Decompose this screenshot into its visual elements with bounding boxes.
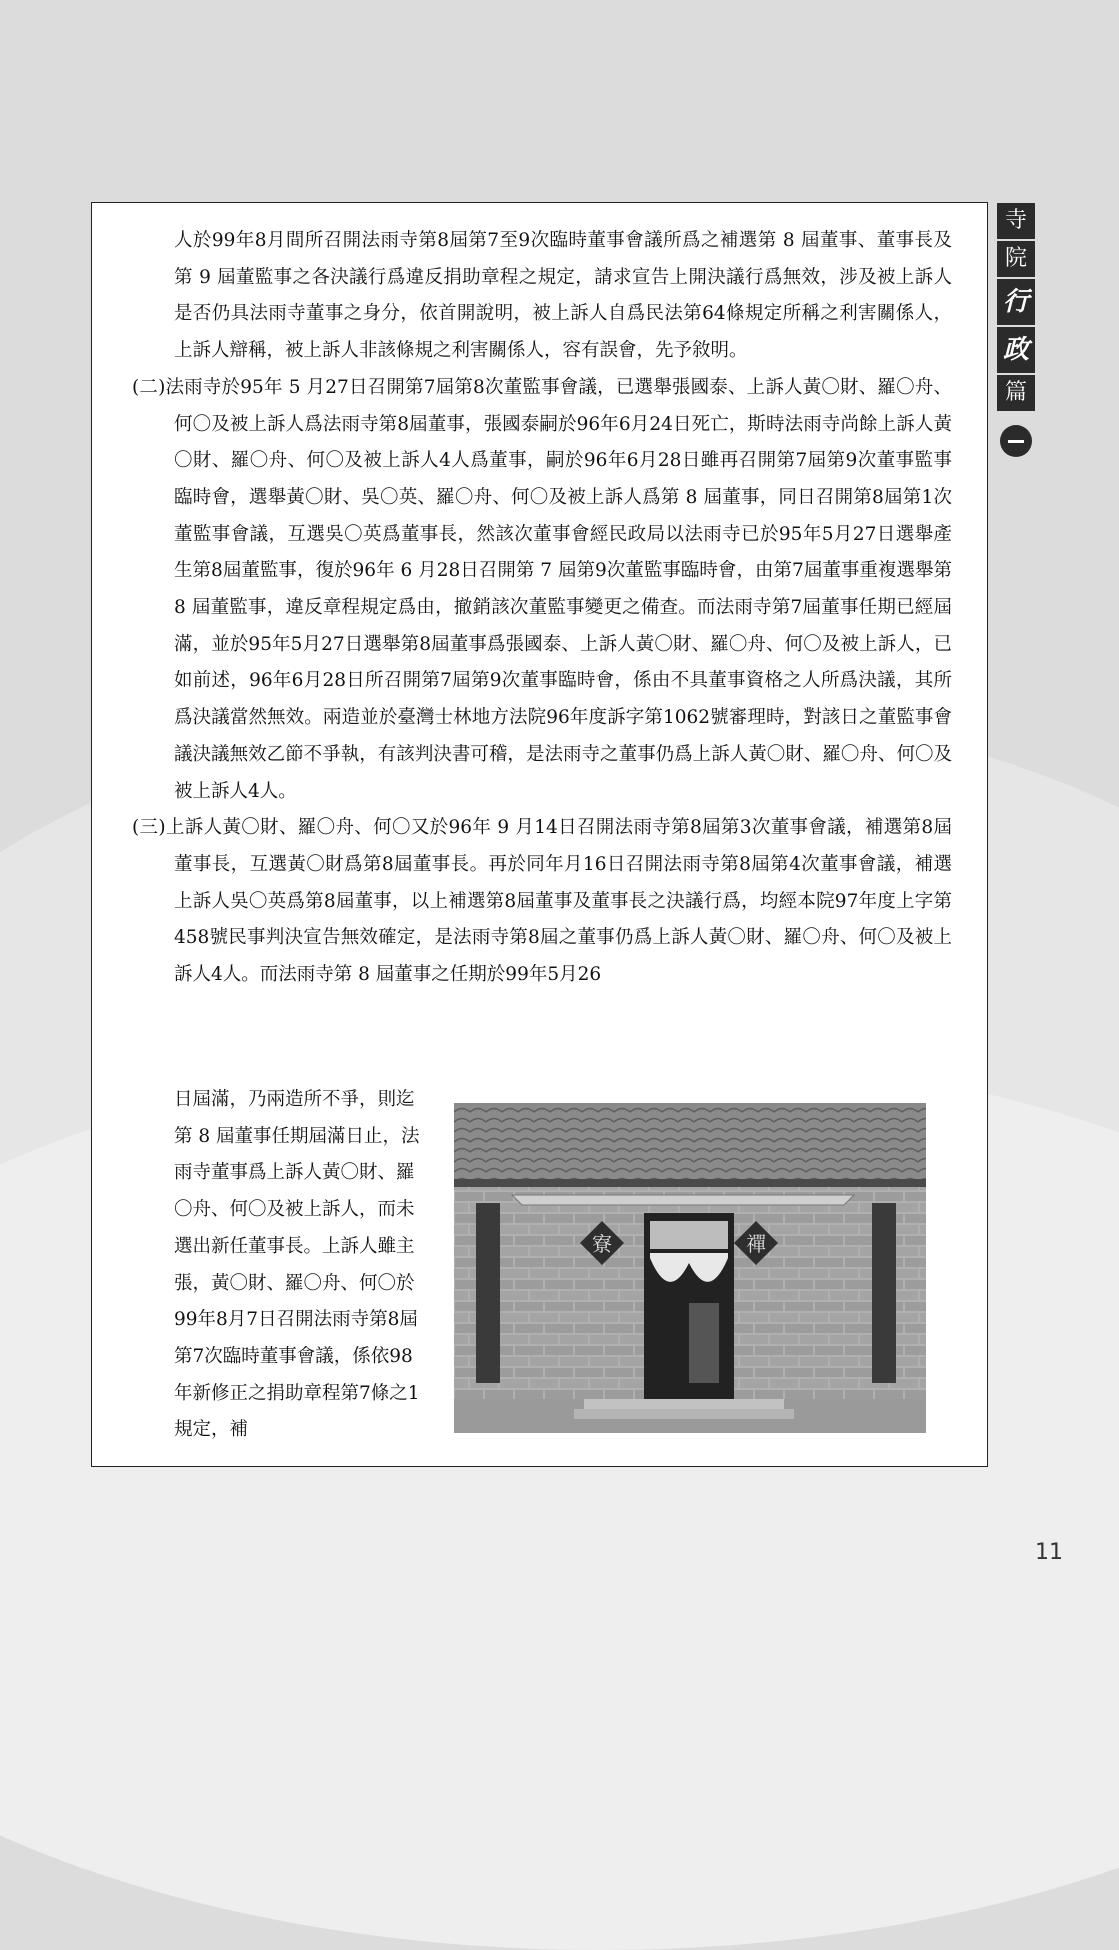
temple-photo bbox=[454, 1103, 926, 1433]
sidebar-char-3: 行 bbox=[997, 279, 1035, 325]
photo-sign-right: 禪 bbox=[746, 1232, 766, 1256]
sidebar-char-5: 篇 bbox=[997, 375, 1035, 411]
paragraph-two: (二)法雨寺於95年 5 月27日召開第7屆第8次董監事會議，已選舉張國泰、上訴人黃〇財、羅〇舟、何〇及被上訴人爲法雨寺第8屆董事，張國泰嗣於96年6月24日死亡，斯時法雨寺尚餘上訴人黃〇財、羅〇舟、何〇及被上訴人4人爲董事，嗣於96年6月28日雖再召開第7屆第9次董事監事臨時會，選舉黃〇財、吳〇英、羅〇舟、何〇及被上訴人爲第 8 屆董事，同日召開第8屆第1次董監事會議，互選吳〇英爲董事長，然該次董事會經民政局以法雨寺已於95年5月27日選舉產生第8屆董監事，復於96年 6 月28日召開第 7 屆第9次董監事臨時會，由第7屆董事重複選舉第 8 屆董監事，違反章程規定爲由，撤銷該次董監事變更之備查。而法雨寺第7屆董事任期已經屆滿，並於95年5月27日選舉第8屆董事爲張國泰、上訴人黃〇財、羅〇舟、何〇及被上訴人，已如前述，96年6月28日所召開第7屆第9次董事臨時會，係由不具董事資格之人所爲決議，其所爲決議當然無效。兩造並於臺灣士林地方法院96年度訴字第1062號審理時，對該日之董監事會議決議無效乙節不爭執，有該判決書可稽，是法雨寺之董事仍爲上訴人黃〇財、羅〇舟、何〇及被上訴人4人。 bbox=[132, 376, 952, 802]
sidebar-char-1: 寺 bbox=[997, 203, 1035, 239]
sidebar-char-4: 政 bbox=[997, 327, 1035, 373]
photo-sign-left: 寮 bbox=[592, 1232, 612, 1256]
temple-photo-image bbox=[454, 1103, 926, 1433]
body-text bbox=[132, 223, 952, 994]
content-panel bbox=[91, 202, 988, 1467]
paragraph-continuation: 人於99年8月間所召開法雨寺第8屆第7至9次臨時董事會議所爲之補選第 8 屆董事、董事長及第 9 屆董監事之各決議行爲違反捐助章程之規定，請求宣告上開決議行爲無效，涉及被上訴人是否仍具法雨寺董事之身分，依首開說明，被上訴人自爲民法第64條規定所稱之利害關係人，上訴人辯稱，被上訴人非該條規之利害關係人，容有誤會，先予敘明。 bbox=[174, 230, 952, 362]
page-number: 11 bbox=[1035, 1540, 1063, 1565]
paragraph-three: (三)上訴人黃〇財、羅〇舟、何〇又於96年 9 月14日召開法雨寺第8屆第3次董事會議，補選第8屆董事長，互選黃〇財爲第8屆董事長。再於同年月16日召開法雨寺第8屆第4次董事會議，補選上訴人吳〇英爲第8屆董事，以上補選第8屆董事及董事長之決議行爲，均經本院97年度上字第458號民事判決宣告無效確定，是法雨寺第8屆之董事仍爲上訴人黃〇財、羅〇舟、何〇及被上訴人4人。而法雨寺第 8 屆董事之任期於99年5月26 bbox=[132, 817, 952, 986]
wrapped-paragraph: 日屆滿，乃兩造所不爭，則迄第 8 屆董事任期屆滿日止，法雨寺董事爲上訴人黃〇財、羅〇舟、何〇及被上訴人，而未選出新任董事長。上訴人雖主張，黃〇財、羅〇舟、何〇於99年8月7日召開法雨寺第8屆第7次臨時董事會議，係依98年新修正之捐助章程第7條之1規定，補 bbox=[174, 1089, 420, 1441]
section-number-badge bbox=[1000, 425, 1032, 457]
sidebar-char-2: 院 bbox=[997, 241, 1035, 277]
section-sidebar bbox=[997, 203, 1035, 457]
